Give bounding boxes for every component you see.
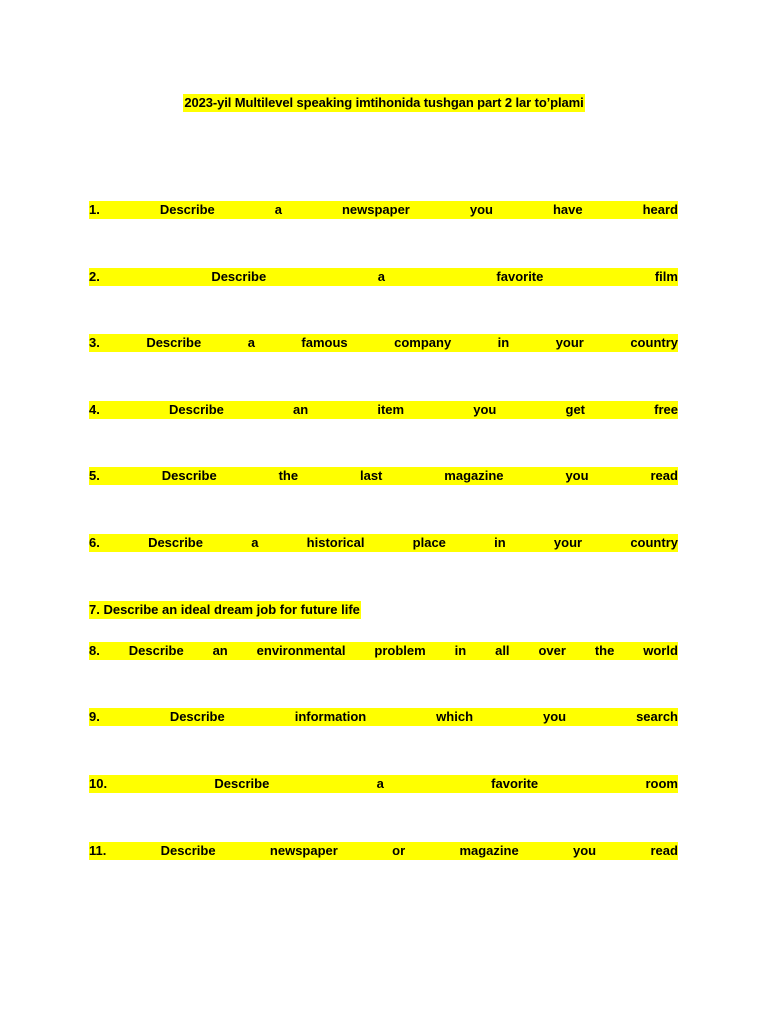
- item-word: or: [392, 843, 406, 858]
- item-word: you: [573, 843, 597, 858]
- item-word: heard: [642, 202, 678, 217]
- list-item: [89, 534, 678, 552]
- item-word: over: [538, 643, 566, 658]
- item-word: Describe: [161, 468, 217, 483]
- item-word: 1.: [89, 202, 100, 217]
- item-word: newspaper: [341, 202, 410, 217]
- item-word: Describe: [169, 709, 225, 724]
- item-word: read: [650, 843, 678, 858]
- item-word: 8.: [89, 643, 100, 658]
- item-word: newspaper: [269, 843, 338, 858]
- list-item: [89, 708, 678, 726]
- list-item: 7. Describe an ideal dream job for future life: [89, 602, 360, 617]
- item-word: a: [377, 269, 385, 284]
- item-word: problem: [374, 643, 426, 658]
- item-word: a: [376, 776, 384, 791]
- item-word: favorite: [491, 776, 539, 791]
- item-word: you: [469, 202, 493, 217]
- item-word: a: [247, 335, 255, 350]
- item-word: an: [293, 402, 309, 417]
- item-word: in: [494, 535, 506, 550]
- item-word: all: [495, 643, 510, 658]
- list-item: [89, 467, 678, 485]
- item-word: in: [454, 643, 467, 658]
- list-item: [89, 642, 678, 660]
- list-item: [89, 334, 678, 352]
- item-word: you: [473, 402, 497, 417]
- list-item: [89, 775, 678, 793]
- item-word: historical: [306, 535, 365, 550]
- item-word: favorite: [496, 269, 544, 284]
- item-word: country: [630, 535, 678, 550]
- item-word: company: [394, 335, 452, 350]
- item-word: have: [552, 202, 583, 217]
- item-word: environmental: [256, 643, 346, 658]
- item-word: free: [654, 402, 678, 417]
- item-word: world: [643, 643, 678, 658]
- list-item: [89, 842, 678, 860]
- item-word: read: [650, 468, 678, 483]
- item-word: in: [497, 335, 510, 350]
- item-word: famous: [301, 335, 348, 350]
- item-word: Describe: [160, 843, 216, 858]
- list-item: [89, 201, 678, 219]
- item-word: 4.: [89, 402, 100, 417]
- item-word: item: [377, 402, 405, 417]
- item-word: Describe: [211, 269, 267, 284]
- item-word: an: [212, 643, 228, 658]
- item-word: Describe: [146, 335, 202, 350]
- item-word: you: [542, 709, 567, 724]
- item-word: room: [645, 776, 678, 791]
- item-word: magazine: [444, 468, 504, 483]
- item-word: get: [565, 402, 585, 417]
- item-word: your: [555, 335, 584, 350]
- item-word: a: [251, 535, 259, 550]
- item-word: you: [565, 468, 589, 483]
- item-word: Describe: [159, 202, 215, 217]
- item-word: 9.: [89, 709, 100, 724]
- item-word: film: [654, 269, 678, 284]
- item-word: country: [630, 335, 678, 350]
- item-word: 6.: [89, 535, 100, 550]
- title-line: [0, 94, 768, 112]
- item-word: search: [636, 709, 678, 724]
- item-word: information: [294, 709, 367, 724]
- item-word: 2.: [89, 269, 100, 284]
- item-word: place: [412, 535, 446, 550]
- item-word: 11.: [89, 843, 107, 858]
- item-word: the: [278, 468, 299, 483]
- item-word: Describe: [128, 643, 184, 658]
- item-word: Describe: [148, 535, 203, 550]
- item-word: 3.: [89, 335, 100, 350]
- item-word: Describe: [214, 776, 270, 791]
- document-title: 2023-yil Multilevel speaking imtihonida tushgan part 2 lar to’plami: [184, 95, 584, 110]
- list-item: [89, 268, 678, 286]
- item-word: last: [359, 468, 383, 483]
- item-word: 10.: [89, 776, 108, 791]
- list-item: [89, 401, 678, 419]
- item-word: a: [274, 202, 282, 217]
- item-word: your: [553, 535, 583, 550]
- item-word: magazine: [459, 843, 519, 858]
- item-word: Describe: [168, 402, 224, 417]
- item-word: 5.: [89, 468, 100, 483]
- item-word: which: [436, 709, 474, 724]
- item-word: the: [594, 643, 615, 658]
